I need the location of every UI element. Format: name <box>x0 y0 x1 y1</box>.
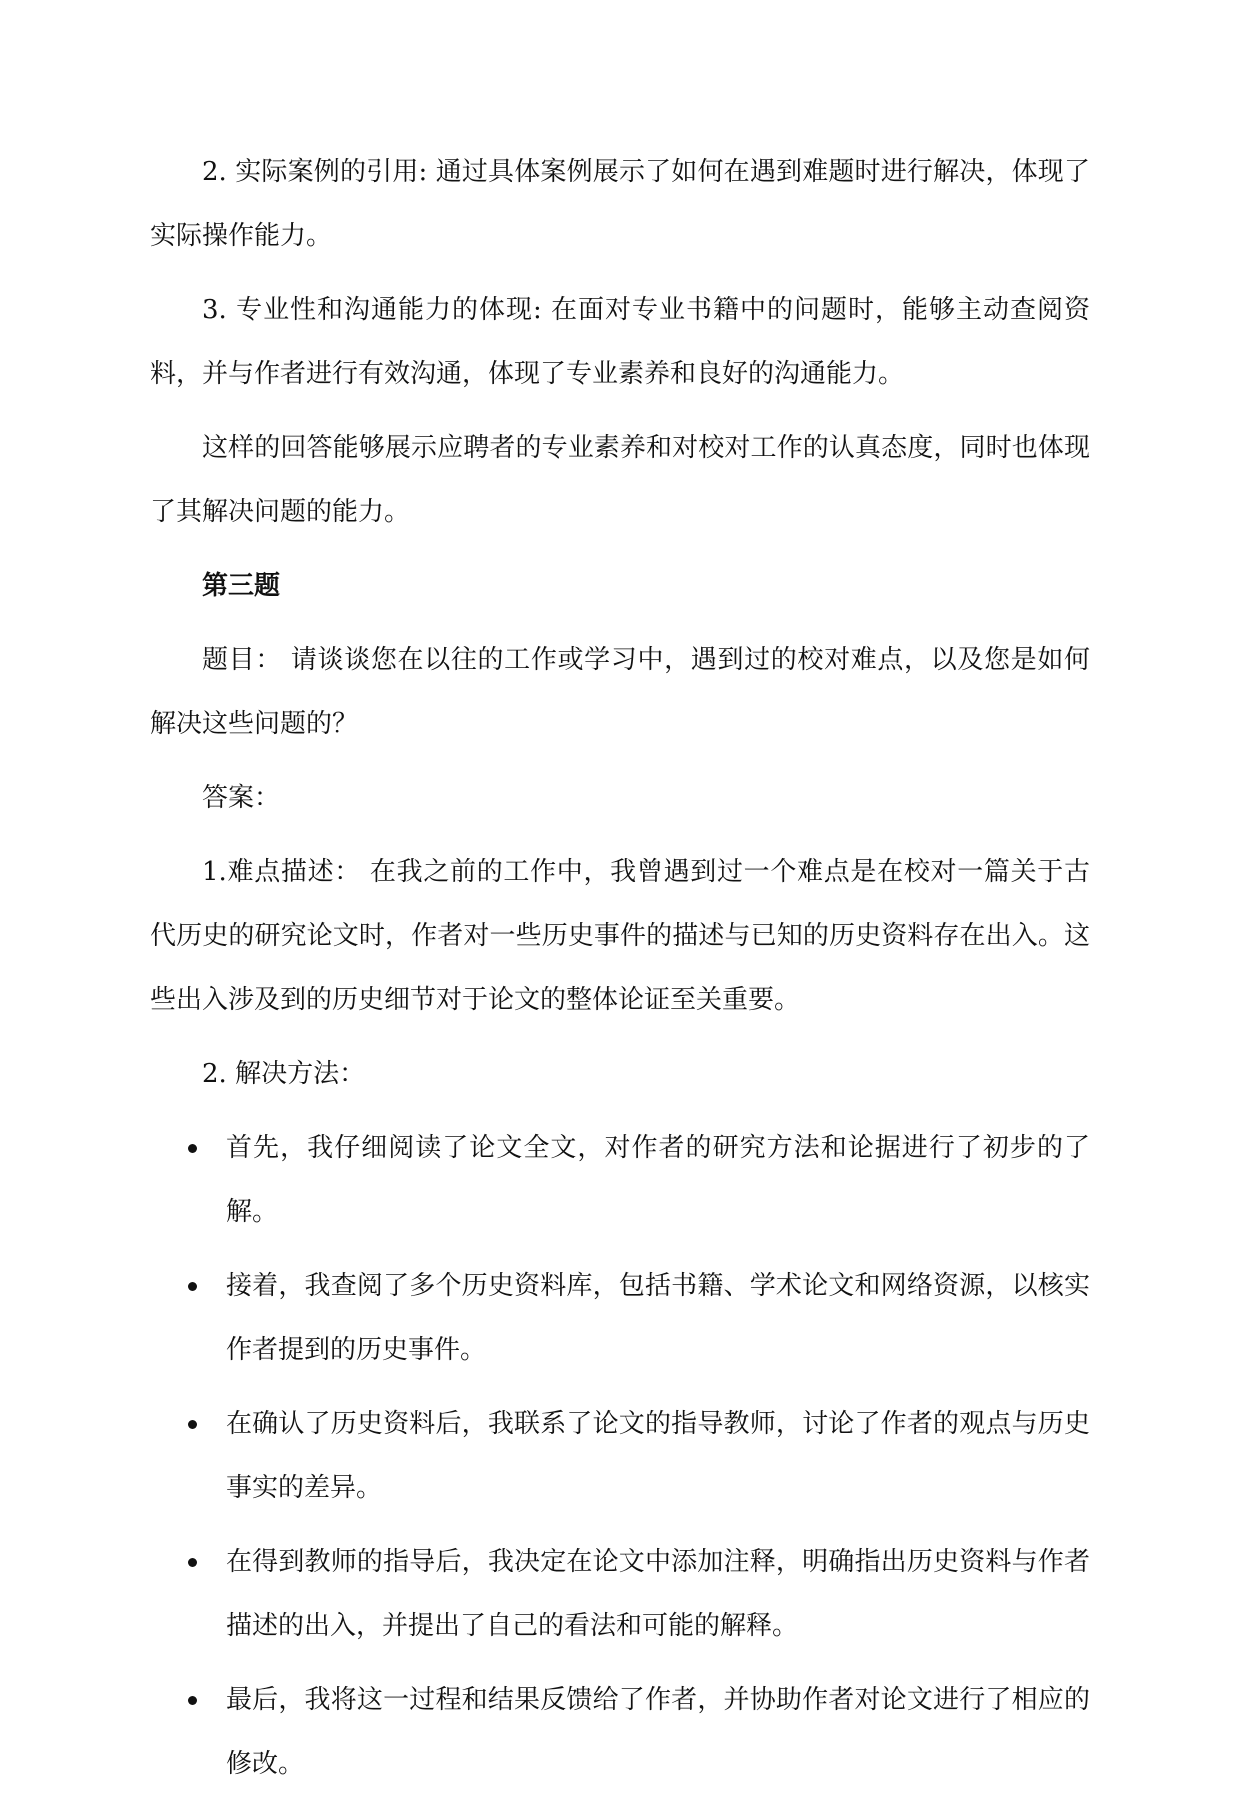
solution-label: 2. 解决方法： <box>202 1059 366 1089</box>
list-item-text: 在得到教师的指导后，我决定在论文中添加注释，明确指出历史资料与作者描述的出入，并提出了自己的看法和可能的解释。 <box>226 1547 1090 1641</box>
bullet-icon <box>188 1282 197 1291</box>
list-item-text: 接着，我查阅了多个历史资料库，包括书籍、学术论文和网络资源，以核实作者提到的历史事件。 <box>226 1271 1090 1365</box>
difficulty-paragraph: 1.难点描述： 在我之前的工作中，我曾遇到过一个难点是在校对一篇关于古代历史的研究论文时，作者对一些历史事件的描述与已知的历史资料存在出入。这些出入涉及到的历史细节对于论文的整体论证至关重要。 <box>150 857 1090 1015</box>
list-item-text: 在确认了历史资料后，我联系了论文的指导教师，讨论了作者的观点与历史事实的差异。 <box>226 1409 1090 1503</box>
document-page <box>150 140 1090 1806</box>
question-paragraph: 题目： 请谈谈您在以往的工作或学习中，遇到过的校对难点，以及您是如何解决这些问题的？ <box>150 645 1090 739</box>
list-item <box>150 1254 1090 1382</box>
list-item <box>150 1530 1090 1658</box>
paragraph-professionalism: 3. 专业性和沟通能力的体现: 在面对专业书籍中的问题时，能够主动查阅资料，并与作者进行有效沟通，体现了专业素养和良好的沟通能力。 <box>150 295 1090 389</box>
bullet-icon <box>188 1420 197 1429</box>
answer-label: 答案： <box>202 783 281 813</box>
bullet-icon <box>188 1558 197 1567</box>
bullet-icon <box>188 1696 197 1705</box>
list-item <box>150 1116 1090 1244</box>
paragraph-case-citation: 2. 实际案例的引用: 通过具体案例展示了如何在遇到难题时进行解决，体现了实际操作能力。 <box>150 157 1090 251</box>
list-item-text: 最后，我将这一过程和结果反馈给了作者，并协助作者对论文进行了相应的修改。 <box>226 1685 1090 1779</box>
list-item <box>150 1668 1090 1796</box>
list-item-text: 首先，我仔细阅读了论文全文，对作者的研究方法和论据进行了初步的了解。 <box>226 1133 1090 1227</box>
section-heading: 第三题 <box>202 571 281 601</box>
bullet-icon <box>188 1144 197 1153</box>
list-item <box>150 1392 1090 1520</box>
solution-bullet-list <box>150 1116 1090 1796</box>
paragraph-summary: 这样的回答能够展示应聘者的专业素养和对校对工作的认真态度，同时也体现了其解决问题的能力。 <box>150 433 1090 527</box>
